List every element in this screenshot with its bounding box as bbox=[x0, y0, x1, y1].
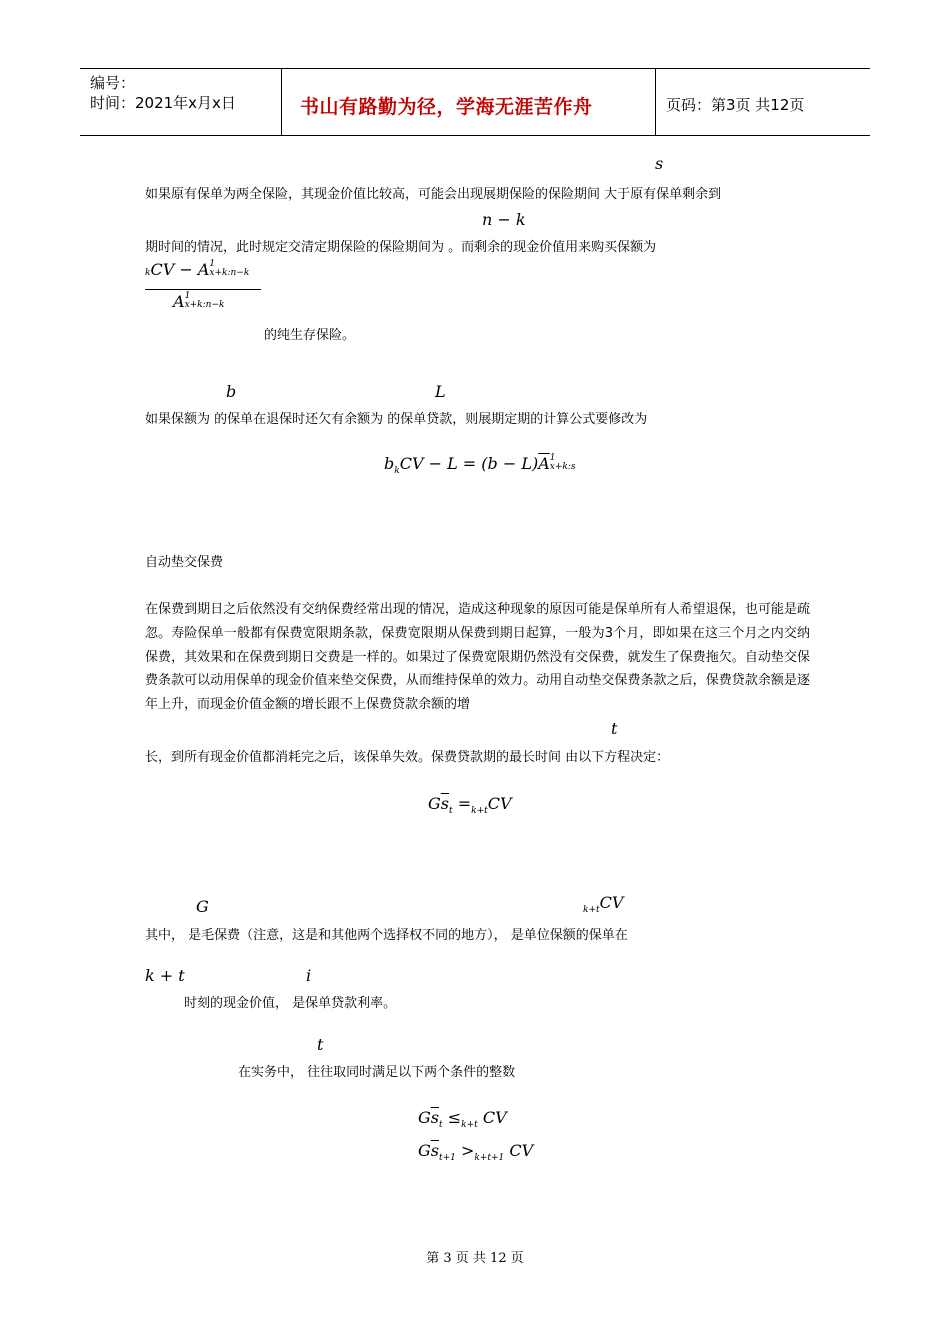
eq3-sub: t bbox=[439, 1120, 443, 1131]
eq2-G: G bbox=[428, 794, 441, 813]
math-cv: CV bbox=[599, 893, 624, 912]
eq4-cv: CV bbox=[509, 1141, 534, 1160]
eq3-cv: CV bbox=[482, 1108, 507, 1127]
eq3-s: $\overline{s}$ bbox=[430, 1108, 439, 1127]
math-b: b bbox=[226, 382, 237, 401]
eq2-sub: t bbox=[449, 806, 453, 817]
eq1-rest: CV − L = (b − L) bbox=[399, 454, 539, 473]
equation-condition-1 bbox=[418, 1108, 507, 1130]
math-s: s bbox=[655, 154, 664, 173]
body-line-6: 其中， 是毛保费（注意，这是和其他两个选择权不同的地方）， 是单位保额的保单在 bbox=[145, 928, 628, 943]
eq1-sup: 1 bbox=[549, 453, 556, 463]
math-i: i bbox=[306, 966, 312, 985]
eq1-A: $\overline{A}$ bbox=[538, 454, 550, 473]
eq4-s: $\overline{s}$ bbox=[430, 1141, 439, 1160]
body-line-1: 如果原有保单为两全保险，其现金价值比较高，可能会出现展期保险的保险期间 大于原有保单剩余到 bbox=[145, 187, 722, 202]
math-k-plus-t: k + t bbox=[145, 966, 185, 985]
body-line-5: 长，到所有现金价值都消耗完之后，该保单失效。保费贷款期的最长时间 由以下方程决定： bbox=[145, 750, 670, 765]
eq2-eq: = bbox=[457, 794, 472, 813]
math-kt-sub: k+t bbox=[583, 905, 600, 916]
header-number-label: 编号： bbox=[90, 74, 136, 92]
header-top-rule bbox=[80, 68, 870, 69]
frac-num-sub: x+k:n−k bbox=[209, 268, 250, 278]
math-G: G bbox=[196, 897, 209, 916]
header-divider-left bbox=[281, 68, 282, 136]
body-paragraph: 在保费到期日之后依然没有交纳保费经常出现的情况，造成这种现象的原因可能是保单所有人希望退保，也可能是疏忽。寿险保单一般都有保费宽限期条款，保费宽限期从保费到期日起算，一般为3个月，即如果在这三个月之内交纳保费，其效果和在保费到期日交费是一样的。如果过了保费宽限期仍然没有交保费，就发生了保费拖欠。自动垫交保费条款可以动用保单的现金价值来垫交保费，从而维持保单的效力。动用自动垫交保费条款之后，保费贷款余额是逐年上升，而现金价值金额的增长跟不上保费贷款余额的增 bbox=[145, 602, 810, 713]
eq3-rel: ≤ bbox=[447, 1108, 462, 1127]
eq4-sub: t+1 bbox=[439, 1153, 456, 1164]
equation-condition-2 bbox=[418, 1141, 533, 1163]
eq1-lhs: b bbox=[384, 454, 395, 473]
eq2-cv: CV bbox=[487, 794, 512, 813]
eq2-s: $\overline{s}$ bbox=[440, 794, 449, 813]
body-line-8: 在实务中， 往往取同时满足以下两个条件的整数 bbox=[238, 1065, 516, 1080]
section-heading: 自动垫交保费 bbox=[145, 555, 224, 570]
math-t-2: t bbox=[317, 1035, 324, 1054]
eq4-G: G bbox=[418, 1141, 431, 1160]
header-motto: 书山有路勤为径，学海无涯苦作舟 bbox=[300, 96, 593, 118]
equation-extended-term bbox=[384, 454, 576, 476]
frac-den-sup: 1 bbox=[184, 291, 191, 301]
math-k-t-cv bbox=[583, 893, 623, 915]
frac-den-sub: x+k:n−k bbox=[184, 300, 225, 310]
footer-page-number: 第 3 页 共 12 页 bbox=[426, 1251, 524, 1266]
body-line-2: 期时间的情况，此时规定交清定期保险的保险期间为 。而剩余的现金价值用来购买保额为 bbox=[145, 240, 657, 255]
eq2-k: k+t bbox=[471, 806, 488, 817]
eq3-k: k+t bbox=[461, 1120, 478, 1131]
eq1-k: k bbox=[394, 466, 400, 477]
frac-den-main: A bbox=[173, 292, 185, 311]
body-line-7: 时刻的现金价值， 是保单贷款利率。 bbox=[184, 996, 397, 1011]
body-line-3: 的纯生存保险。 bbox=[264, 328, 356, 343]
frac-num-prefix: k bbox=[145, 268, 151, 278]
eq4-k: k+t+1 bbox=[474, 1153, 505, 1164]
equation-loan-period bbox=[428, 794, 512, 816]
math-n-minus-k: n − k bbox=[482, 210, 526, 229]
math-t-1: t bbox=[611, 719, 618, 738]
header-time-label: 时间：2021年x月x日 bbox=[90, 94, 236, 112]
math-L: L bbox=[435, 382, 446, 401]
body-line-4: 如果保额为 的保单在退保时还欠有余额为 的保单贷款，则展期定期的计算公式要修改为 bbox=[145, 412, 648, 427]
header-bottom-rule bbox=[80, 135, 870, 136]
header-page-label: 页码：第3页 共12页 bbox=[666, 96, 805, 114]
frac-num-main: CV − A bbox=[150, 260, 210, 279]
eq3-G: G bbox=[418, 1108, 431, 1127]
frac-num-sup: 1 bbox=[209, 259, 216, 269]
header-divider-right bbox=[655, 68, 656, 136]
eq4-rel: > bbox=[460, 1141, 475, 1160]
fraction-bar bbox=[145, 289, 261, 290]
eq1-sub: x+k:s bbox=[549, 462, 576, 472]
